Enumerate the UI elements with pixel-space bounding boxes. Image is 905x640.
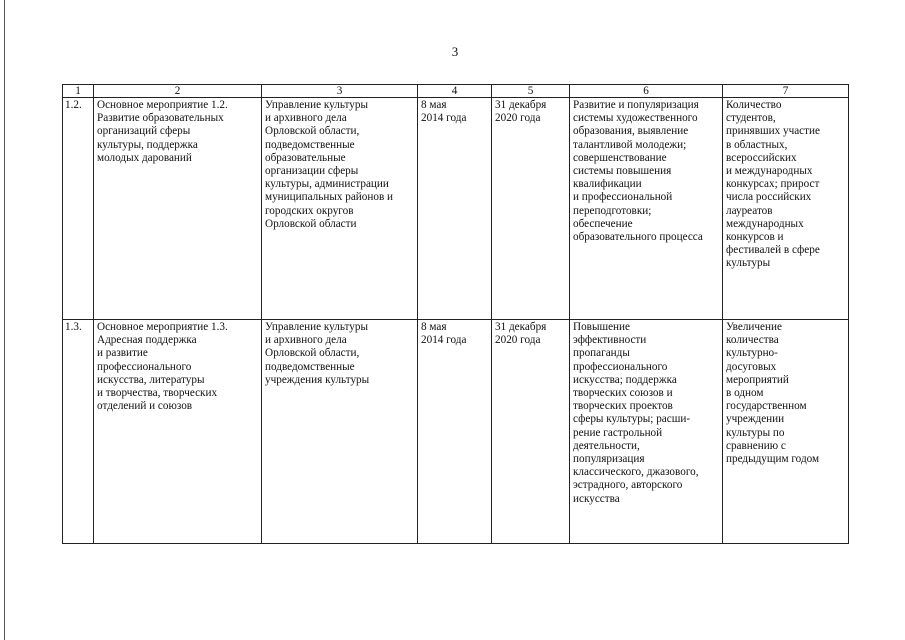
program-events-table	[62, 84, 849, 544]
row-number-cell: 1.3.	[63, 320, 94, 544]
column-header: 6	[570, 85, 723, 98]
end-date-cell: 31 декабря 2020 года	[492, 320, 570, 544]
column-header: 7	[723, 85, 849, 98]
table-row	[63, 98, 849, 320]
column-header: 2	[94, 85, 262, 98]
start-date-cell: 8 мая 2014 года	[418, 320, 492, 544]
event-name-cell: Основное мероприятие 1.3. Адресная поддержка и развитие профессионального искусства, литературы и творчества, творческих отделений и союзов	[94, 320, 262, 544]
column-header: 1	[63, 85, 94, 98]
executor-cell: Управление культуры и архивного дела Орловской области, подведомственные образовательные организации сферы культуры, администрации муниципальных районов и городских округов Орловской области	[262, 98, 418, 320]
indicator-cell: Количество студентов, принявших участие в областных, всероссийских и международных конкурсах; прирост числа российских лауреатов международных конкурсов и фестивалей в сфере культуры	[723, 98, 849, 320]
end-date-cell: 31 декабря 2020 года	[492, 98, 570, 320]
row-number-cell: 1.2.	[63, 98, 94, 320]
executor-cell: Управление культуры и архивного дела Орловской области, подведомственные учреждения культуры	[262, 320, 418, 544]
page-edge-line	[4, 0, 5, 640]
column-number-row	[63, 85, 849, 98]
column-header: 5	[492, 85, 570, 98]
indicator-cell: Увеличение количества культурно- досуговых мероприятий в одном государственном учреждении культуры по сравнению с предыдущим годом	[723, 320, 849, 544]
table-row	[63, 320, 849, 544]
expected-result-cell: Повышение эффективности пропаганды профессионального искусства; поддержка творческих союзов и творческих проектов сферы культуры; расши- рение гастрольной деятельности, популяризация классического, джазового, эстрадного, авторского искусства	[570, 320, 723, 544]
expected-result-cell: Развитие и популяризация системы художественного образования, выявление талантливой молодежи; совершенствование системы повышения квалификации и профессиональной переподготовки; обеспечение образовательного процесса	[570, 98, 723, 320]
column-header: 3	[262, 85, 418, 98]
column-header: 4	[418, 85, 492, 98]
start-date-cell: 8 мая 2014 года	[418, 98, 492, 320]
page-number: 3	[451, 44, 459, 59]
event-name-cell: Основное мероприятие 1.2. Развитие образовательных организаций сферы культуры, поддержка молодых дарований	[94, 98, 262, 320]
